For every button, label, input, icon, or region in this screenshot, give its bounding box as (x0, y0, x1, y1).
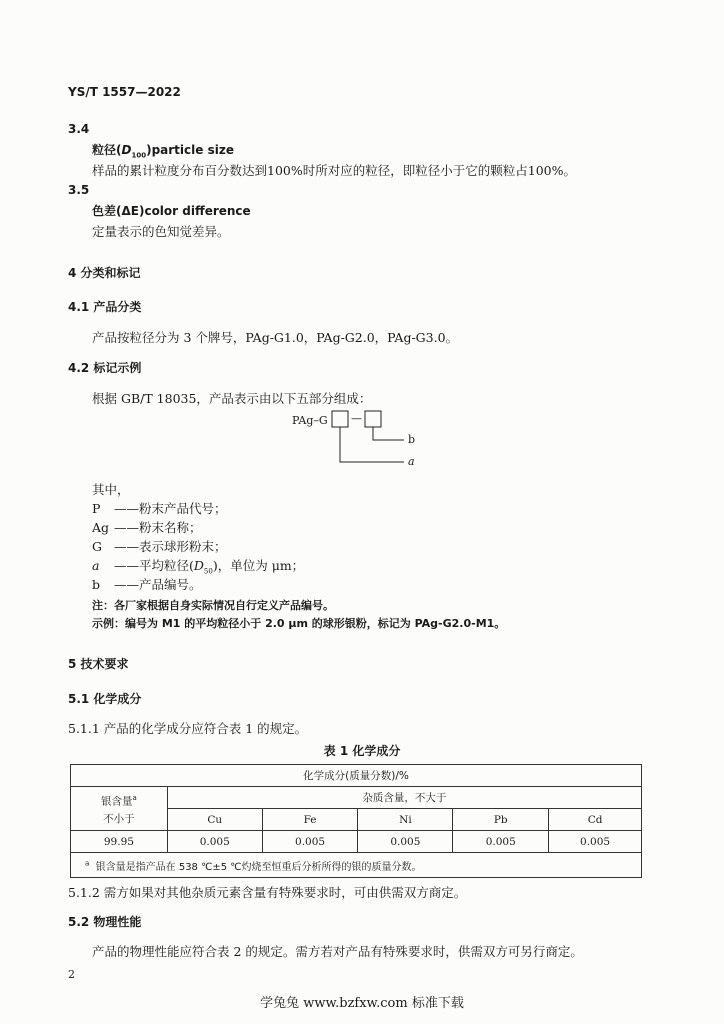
term-suffix: )particle size (146, 143, 234, 157)
legend-key: Ag (92, 520, 110, 535)
clause-3-4-number: 3.4 (68, 122, 90, 136)
section-4-2-text: 根据 GB/T 18035，产品表示由以下五部分组成： (92, 391, 372, 406)
watermark-footer: 学兔兔 www.bzfxw.com 标准下载 (260, 996, 464, 1011)
column-header-ni: Ni (358, 809, 453, 831)
column-header-fe: Fe (262, 809, 358, 831)
legend-symbol: D (193, 558, 204, 573)
clause-3-5-number: 3.5 (68, 183, 90, 197)
column-header-cd: Cd (549, 809, 642, 831)
footnote-text: 银含量是指产品在 538 ℃±5 ℃灼烧至恒重后分析所得的银的质量分数。 (95, 861, 422, 873)
legend-desc: ——产品编号。 (114, 577, 202, 592)
legend-key: a (92, 558, 100, 573)
section-4-1-heading: 4.1 产品分类 (68, 300, 142, 314)
cell-pb: 0.005 (453, 831, 549, 853)
section-5-1-2-text: 5.1.2 需方如果对其他杂质元素含量有特殊要求时，可由供需双方商定。 (68, 885, 467, 900)
legend-key: b (92, 577, 101, 592)
section-5-1-heading: 5.1 化学成分 (68, 692, 142, 706)
example-label: 示例： (92, 617, 125, 630)
clause-3-4-term (92, 141, 234, 159)
note (92, 597, 334, 613)
diagram-prefix: PAg–G (292, 414, 328, 427)
table-row (71, 831, 642, 853)
clause-3-5-definition: 定量表示的色知觉差异。 (92, 224, 230, 239)
clause-3-4-definition: 样品的累计粒度分布百分数达到100%时所对应的粒径，即粒径小于它的颗粒占100%。 (92, 163, 576, 178)
note-label: 注： (92, 599, 114, 612)
legend-desc: ——粉末名称； (114, 520, 202, 535)
cell-fe: 0.005 (262, 831, 358, 853)
table-1-caption: 表 1 化学成分 (323, 744, 401, 758)
legend-item (92, 518, 202, 536)
impurity-header: 杂质含量，不大于 (167, 787, 641, 809)
table-header-row (71, 765, 642, 787)
cell-ni: 0.005 (358, 831, 453, 853)
term-prefix: 粒径( (92, 143, 122, 157)
diagram-label-b: b (408, 433, 416, 446)
legend-item (92, 556, 304, 576)
column-header-pb: Pb (453, 809, 549, 831)
term-symbol: D (121, 143, 132, 157)
legend-item (92, 499, 227, 517)
where-text: 其中， (92, 482, 130, 497)
legend-key: G (92, 539, 102, 554)
page-number: 2 (68, 968, 75, 981)
legend-desc-pre: ——平均粒径( (114, 558, 194, 573)
silver-footnote-mark: a (132, 793, 137, 802)
cell-cu: 0.005 (167, 831, 262, 853)
chemical-composition-table (70, 764, 642, 878)
designation-diagram (292, 408, 432, 472)
legend-desc: ——表示球形粉末； (114, 539, 227, 554)
note-text: 各厂家根据自身实际情况自行定义产品编号。 (114, 599, 334, 612)
cell-silver: 99.95 (71, 831, 168, 853)
silver-content-header (71, 787, 168, 831)
legend-key: P (92, 501, 101, 516)
table-subheader-row (71, 787, 642, 809)
table-footnote-row (71, 853, 642, 878)
section-4-2-heading: 4.2 标记示例 (68, 361, 142, 375)
legend-desc-post: )，单位为 μm； (212, 558, 305, 573)
legend-item (92, 575, 202, 593)
section-5-heading: 5 技术要求 (68, 657, 129, 671)
silver-label: 银含量 (101, 795, 133, 808)
section-5-2-heading: 5.2 物理性能 (68, 915, 142, 929)
example-text: 编号为 M1 的平均粒径小于 2.0 μm 的球形银粉，标记为 PAg-G2.0-M1。 (125, 617, 506, 630)
section-5-1-1-text: 5.1.1 产品的化学成分应符合表 1 的规定。 (68, 721, 308, 736)
document-code: YS/T 1557—2022 (68, 85, 181, 99)
section-5-2-text: 产品的物理性能应符合表 2 的规定。需方若对产品有特殊要求时，供需双方可另行商定。 (92, 944, 583, 959)
silver-sublabel: 不小于 (103, 813, 135, 826)
section-4-1-text: 产品按粒径分为 3 个牌号，PAg-G1.0，PAg-G2.0，PAg-G3.0。 (92, 330, 459, 345)
clause-3-5-term: 色差(ΔE)color difference (92, 204, 251, 218)
table-main-header: 化学成分(质量分数)/% (71, 765, 642, 787)
legend-subscript: 50 (203, 567, 213, 576)
section-4-heading: 4 分类和标记 (68, 266, 141, 280)
example (92, 615, 505, 631)
table-footnote (71, 853, 642, 878)
legend-desc: ——粉末产品代号； (114, 501, 227, 516)
diagram-dash: — (351, 412, 362, 425)
diagram-label-a: a (408, 455, 415, 468)
footnote-mark: a (85, 859, 90, 868)
legend-item (92, 537, 227, 555)
term-subscript: 100 (131, 151, 147, 160)
column-header-cu: Cu (167, 809, 262, 831)
cell-cd: 0.005 (549, 831, 642, 853)
